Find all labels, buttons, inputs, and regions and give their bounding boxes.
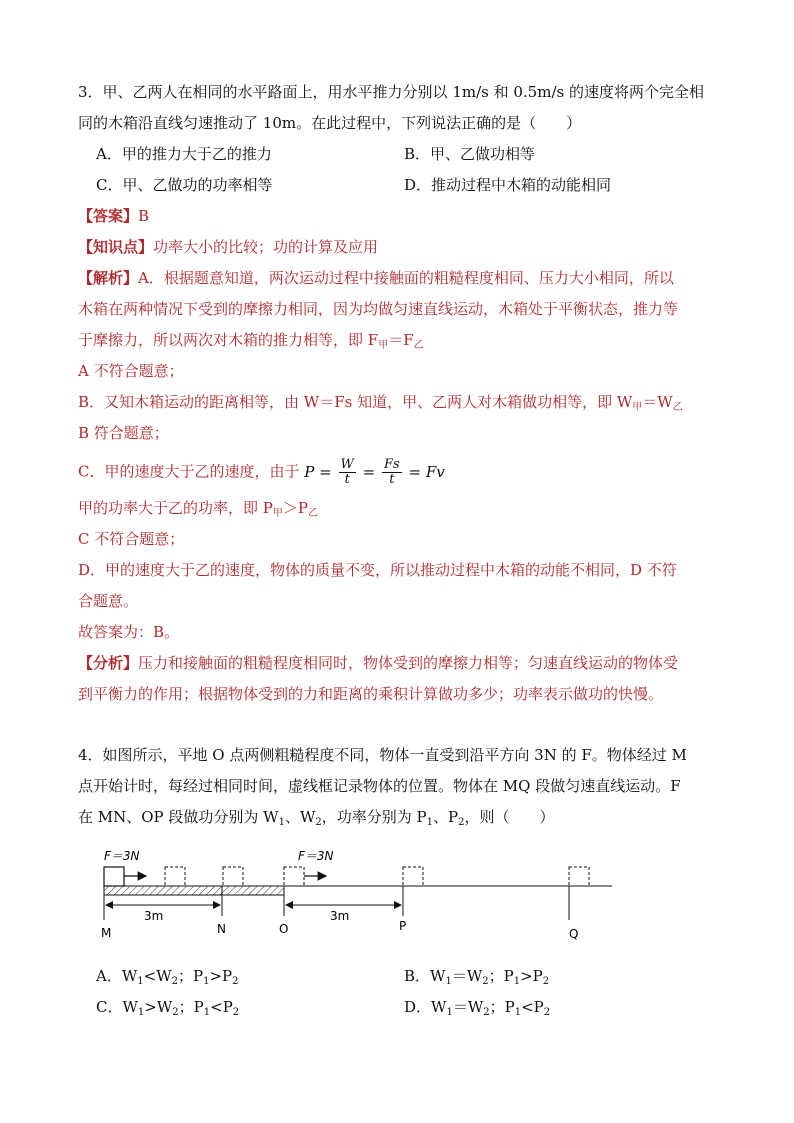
c-line-text: C．甲的速度大于乙的速度，由于	[78, 462, 300, 481]
analysis-a1: A．根据题意知道，两次运动过程中接触面的粗糙程度相同、压力大小相同，所以	[138, 269, 674, 287]
analysis-a3: 于摩擦力，所以两次对木箱的推力相等，即 F	[78, 331, 379, 349]
force-label-right: F＝3N	[298, 849, 334, 863]
formula-frac-w-t	[339, 458, 356, 487]
q3-conclusion: 故答案为：B。	[78, 623, 180, 641]
q4-option-a	[96, 966, 239, 992]
q3-stem-line2: 同的木箱沿直线匀速推动了 10m。在此过程中，下列说法正确的是（ ）	[78, 114, 582, 132]
q4-option-c	[96, 997, 239, 1023]
q4d-mid1: ＝W	[452, 998, 484, 1016]
q4c-sub4: 2	[232, 1007, 240, 1018]
frac-num-fs: Fs	[384, 457, 400, 472]
q4d-pre: D．W	[404, 998, 447, 1016]
q4-option-d	[404, 997, 550, 1023]
q3-stem-line1: 3．甲、乙两人在相同的水平路面上，用水平推力分别以 1m/s 和 0.5m/s 的速度将两个完全相	[78, 83, 704, 101]
q4b-sub4: 2	[542, 976, 550, 987]
q3-fenxi-line1	[78, 653, 678, 673]
q4c-mid1: >W	[144, 998, 173, 1016]
formula-eq3: =	[408, 462, 422, 481]
q4d-sub1: 1	[446, 1007, 453, 1018]
b-sub-jia: 甲	[632, 402, 643, 413]
formula-frac-fs-t	[382, 458, 402, 487]
frac-den-t1: t	[344, 472, 350, 487]
point-label-m: M	[101, 926, 112, 940]
q4c-sub1: 1	[137, 1007, 145, 1018]
q3-a-verdict: A 不符合题意；	[78, 362, 184, 380]
q4d-rel: <P	[521, 998, 544, 1016]
q4a-sub2: 2	[171, 976, 179, 987]
block-solid	[104, 867, 124, 886]
point-label-q: Q	[569, 927, 579, 941]
b-line-text: B．又知木箱运动的距离相等，由 W＝Fs 知道，甲、乙两人对木箱做功相等，即 W	[78, 393, 633, 411]
q3-option-c: C．甲、乙做功的功率相等	[96, 176, 273, 194]
c-gt: ＞P	[282, 499, 308, 517]
q3-c-line2	[78, 498, 318, 524]
q3-analysis-line1	[78, 268, 674, 288]
q4a-sub1: 1	[137, 976, 144, 987]
q4-stem-line2: 点开始计时，每经过相同时间，虚线框记录物体的位置。物体在 MQ 段做匀速直线运动。F	[78, 777, 681, 795]
q3-analysis-line3	[78, 330, 424, 356]
stem3-sub-w2: 2	[315, 817, 322, 828]
formula-fv: Fv	[425, 462, 445, 481]
q4b-mid1: ＝W	[451, 967, 483, 985]
c-sub-jia: 甲	[272, 508, 283, 519]
q4d-mid2: ；P	[489, 998, 515, 1016]
q4b-sub2: 2	[482, 976, 489, 987]
dashed-box-3	[284, 867, 304, 886]
q4c-rel: <P	[210, 998, 233, 1016]
dashed-box-2	[223, 867, 243, 886]
frac-den-t2: t	[389, 472, 395, 487]
q4b-pre: B．W	[404, 967, 446, 985]
stem3-sub-w1: 1	[278, 817, 285, 828]
b-eq: ＝W	[642, 393, 673, 411]
stem3-e: ，则（ ）	[464, 808, 555, 826]
q4-stem-line1: 4．如图所示，平地 O 点两侧粗糙程度不同，物体一直受到沿平方向 3N 的 F。物体经过 M	[78, 746, 687, 764]
q3-c-line	[78, 458, 445, 487]
point-label-o: O	[279, 922, 289, 936]
stem3-c: ，功率分别为 P	[321, 808, 427, 826]
force-label-left: F＝3N	[104, 849, 140, 863]
rough-surface	[104, 886, 284, 895]
q4b-rel: >P	[520, 967, 543, 985]
q4b-sub3: 1	[513, 976, 521, 987]
q4d-sub2: 2	[483, 1007, 490, 1018]
q4d-sub3: 1	[514, 1007, 522, 1018]
q3-knowledge	[78, 237, 378, 257]
q4c-pre: C．W	[96, 998, 138, 1016]
eq-sign: ＝F	[388, 331, 414, 349]
q3-b-line	[78, 392, 683, 418]
q4c-sub2: 2	[172, 1007, 179, 1018]
b-sub-yi: 乙	[672, 402, 683, 413]
q4a-sub3: 1	[203, 976, 210, 987]
point-label-n: N	[217, 922, 226, 936]
q4-stem-line3	[78, 807, 555, 833]
q3-d-line1: D．甲的速度大于乙的速度，物体的质量不变，所以推动过程中木箱的动能不相同，D 不符	[78, 561, 677, 579]
q4a-rel: >P	[209, 967, 233, 985]
q3-option-a: A．甲的推力大于乙的推力	[96, 145, 272, 163]
q4d-sub4: 2	[543, 1007, 551, 1018]
q4a-mid1: <W	[143, 967, 172, 985]
q4-option-b	[404, 966, 549, 992]
fenxi-tag: 【分析】	[78, 654, 139, 672]
q3-analysis-line2: 木箱在两种情况下受到的摩擦力相同，因为均做匀速直线运动，木箱处于平衡状态，推力等	[78, 300, 679, 318]
formula-eq2: =	[362, 462, 376, 481]
sub-yi: 乙	[413, 340, 424, 351]
dashed-box-4	[403, 867, 423, 886]
q3-c-verdict: C 不符合题意；	[78, 530, 185, 548]
knowledge-tag: 【知识点】	[78, 238, 154, 256]
q3-d-line2: 合题意。	[78, 592, 139, 610]
q3-option-d: D．推动过程中木箱的动能相同	[404, 176, 612, 194]
power-formula	[304, 457, 445, 487]
q4b-sub1: 1	[445, 976, 452, 987]
frac-num-w: W	[340, 457, 354, 472]
q3-option-b: B．甲、乙做功相等	[404, 145, 536, 163]
q3-answer	[78, 206, 149, 226]
stem3-d: 、P	[433, 808, 459, 826]
stem3-sub-p2: 2	[458, 817, 465, 828]
formula-p: P	[304, 462, 315, 481]
c-line2-text: 甲的功率大于乙的功率，即 P	[78, 499, 273, 517]
fenxi-text1: 压力和接触面的粗糙程度相同时，物体受到的摩擦力相等；匀速直线运动的物体受	[138, 654, 679, 672]
q4c-sub3: 1	[203, 1007, 211, 1018]
force-diagram	[96, 842, 616, 942]
q4a-sub4: 2	[232, 976, 239, 987]
q4a-mid2: ；P	[178, 967, 204, 985]
answer-value: B	[138, 207, 150, 225]
q4b-mid2: ；P	[488, 967, 514, 985]
dashed-box-5	[569, 867, 589, 886]
sub-jia: 甲	[378, 340, 389, 351]
distance-label-left: 3m	[144, 909, 164, 923]
dashed-box-1	[165, 867, 185, 886]
c-sub-yi: 乙	[307, 508, 318, 519]
point-label-p: P	[399, 919, 407, 933]
q4c-mid2: ；P	[178, 998, 204, 1016]
distance-label-right: 3m	[330, 909, 350, 923]
analysis-tag: 【解析】	[78, 269, 139, 287]
stem3-sub-p1: 1	[426, 817, 434, 828]
q3-b-verdict: B 符合题意；	[78, 424, 169, 442]
stem3-b: 、W	[284, 808, 316, 826]
stem3-a: 在 MN、OP 段做功分别为 W	[78, 808, 279, 826]
answer-tag: 【答案】	[78, 207, 139, 225]
knowledge-text: 功率大小的比较；功的计算及应用	[153, 238, 379, 256]
q4a-pre: A．W	[96, 967, 138, 985]
q3-fenxi-line2: 到平衡力的作用；根据物体受到的力和距离的乘积计算做功多少；功率表示做功的快慢。	[78, 685, 664, 703]
formula-eq1: =	[319, 462, 332, 481]
